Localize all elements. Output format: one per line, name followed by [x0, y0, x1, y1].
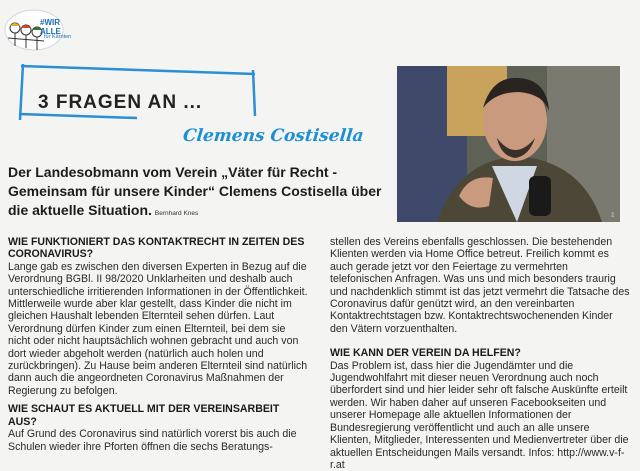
- answer-1-text: Lange gab es zwischen den diversen Experten in Bezug auf die Verordnung BGBl. II 98/2020 Unklarheiten und deshalb auch unterschiedliche irritierenden Informationen in der Öffentlichkeit. Mittlerweile wurde aber klar gestellt, dass Kinder die nicht im gleichen Haushalt lebenden Elternteil sehen dürfen. Laut Verordnung dürfen Kinder zum einen Elternteil, bei dem sie nicht oder nicht hauptsächlich wohnen gebracht und auch von dort wieder abgeholt werden (natürlich auch holen und zurückbringen). Zu Hause beim anderen Elternteil sind natürlich dann auch die angeordneten Coronavirus Maßnahmen der Regierung zu befolgen.: [8, 260, 308, 397]
- answer-2-text: Auf Grund des Coronavirus sind natürlich vorerst bis auch die Schulen wieder ihre Pforten öffnen die sechs Beratungs-: [8, 428, 297, 453]
- answer-3-text: Das Problem ist, dass hier die Jugendämter und die Jugendwohlfahrt mit dieser neuen Verordnung auch noch überfordert sind und hier leider sehr oft falsche Auskünfte erteilt werden. Wir haben daher auf unseren Facebookseiten und unserer Homepage alle aktuellen Informationen der Bundesregierung veröffentlicht und auch an alle unsere Klienten, Mitglieder, Interessenten und Medienvertreter über die aktuellen Entscheidungen Mails versandt. Infos: http://www.v-f-r.at: [330, 359, 629, 471]
- lead-paragraph: [8, 163, 388, 223]
- author-byline: Bernhard Knes: [154, 210, 199, 217]
- question-2-heading: WIE SCHAUT ES AKTUELL MIT DER VEREINSARBEIT AUS?: [8, 403, 280, 428]
- left-column: [8, 236, 310, 453]
- question-3-heading: WIE KANN DER VEREIN DA HELFEN?: [330, 347, 521, 360]
- right-column: [330, 236, 632, 471]
- interviewee-name: Clemens Costisella: [181, 126, 365, 146]
- wir-alle-logo: [4, 8, 72, 60]
- interviewee-photo: [397, 66, 620, 222]
- question-1-heading: WIE FUNKTIONIERT DAS KONTAKTRECHT IN ZEITEN DES CORONAVIRUS?: [8, 236, 305, 261]
- logo-hashtag: #WIR ALLE: [40, 18, 61, 36]
- lead-text: Der Landesobmann vom Verein „Väter für Recht - Gemeinsam für unsere Kinder“ Clemens Costisella über die aktuelle Situation.: [8, 164, 382, 218]
- answer-2-continued: stellen des Vereins ebenfalls geschlossen. Die bestehenden Klienten werden via Home Office betreut. Freilich kommt es auch gerade jetzt vor den Feiertage zu vermehrten telefonischen Anfragen. Was uns und mich besonders traurig und nachdenklich stimmt ist das jetzt vermehrt die Tatsache des Coronavirus dafür genützt wird, an den vereinbarten Kontaktrechtstagen bzw. Kontaktrechtswochenenden Kinder den Vätern vorzuenthalten.: [330, 236, 630, 335]
- portrait-image: [397, 66, 620, 222]
- logo-subtitle: für Kärnten: [44, 34, 72, 40]
- photo-credit: KK: [610, 211, 616, 218]
- page-title: 3 FRAGEN AN ...: [38, 92, 203, 113]
